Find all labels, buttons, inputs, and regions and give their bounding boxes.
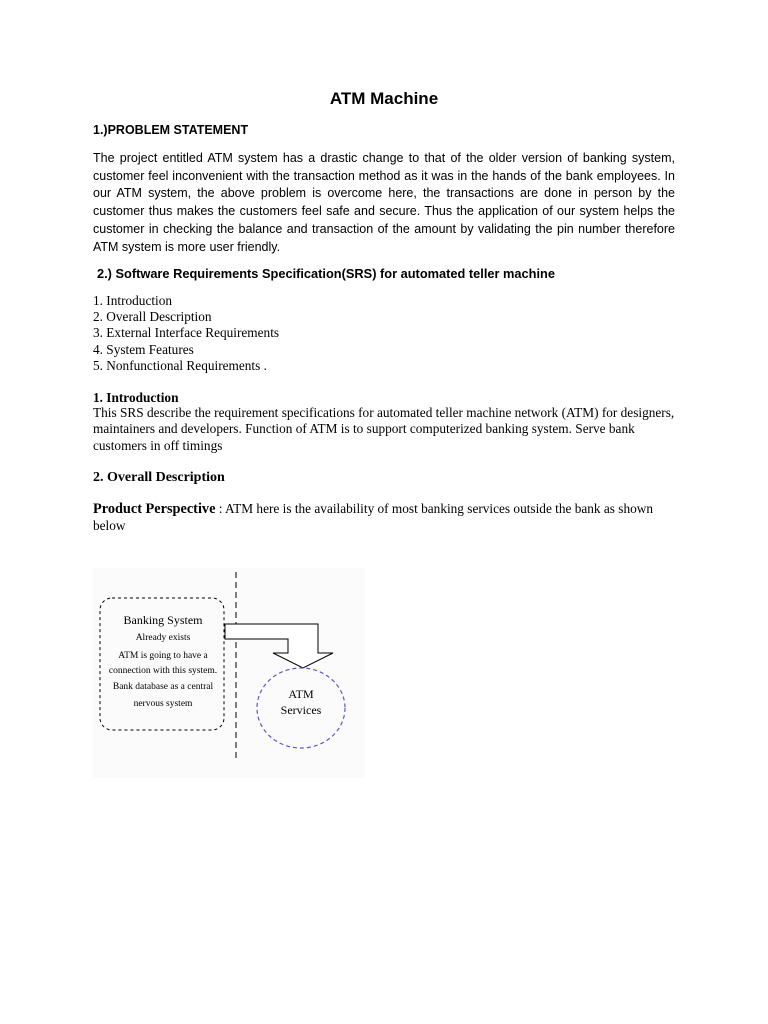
system-context-diagram <box>93 568 365 778</box>
banking-system-line: Bank database as a central <box>112 682 214 692</box>
product-perspective-text: : ATM here is the availability of most banking services outside the bank as shown below <box>93 501 654 533</box>
banking-system-line: nervous system <box>133 699 193 709</box>
srs-heading: 2.) Software Requirements Specification(SRS) for automated teller machine <box>97 266 555 281</box>
list-item: 2. Overall Description <box>93 309 212 325</box>
introduction-text: This SRS describe the requirement specifications for automated teller machine network (ATM) for designers, maintainers and developers. Function of ATM is to support computerized banking system. Serve bank customers in off timings <box>93 405 675 453</box>
atm-services-label: ATM <box>288 687 314 701</box>
connection-arrow <box>225 624 333 668</box>
srs-contents-list <box>93 293 279 374</box>
product-perspective-paragraph <box>93 501 683 534</box>
overall-description-heading: 2. Overall Description <box>93 470 225 485</box>
list-item: 1. Introduction <box>93 293 173 308</box>
banking-system-title: Banking System <box>123 613 203 627</box>
banking-system-line: connection with this system. <box>108 666 218 676</box>
problem-statement-text: The project entitled ATM system has a drastic change to that of the older version of banking system, customer feel inconvenient with the transaction method as it was in the hands of the bank employees. In our ATM system, the above problem is overcome here, the transactions are done in person by the customer thus makes the customers feel safe and secure. Thus the application of our system helps the customer in checking the balance and transaction of the amount by validating the pin number therefore ATM system is more user friendly. <box>93 151 675 254</box>
list-item: 5. Nonfunctional Requirements . <box>93 357 267 373</box>
introduction-heading: 1. Introduction <box>93 390 179 405</box>
product-perspective-label: Product Perspective <box>93 501 216 517</box>
banking-system-line: ATM is going to have a <box>118 651 208 661</box>
atm-services-label: Services <box>280 703 322 717</box>
list-item: 4. System Features <box>93 341 194 357</box>
banking-system-line: Already exists <box>135 633 191 643</box>
problem-statement-heading: 1.)PROBLEM STATEMENT <box>93 123 249 137</box>
page-title: ATM Machine <box>329 89 439 108</box>
list-item: 3. External Interface Requirements <box>93 325 280 341</box>
